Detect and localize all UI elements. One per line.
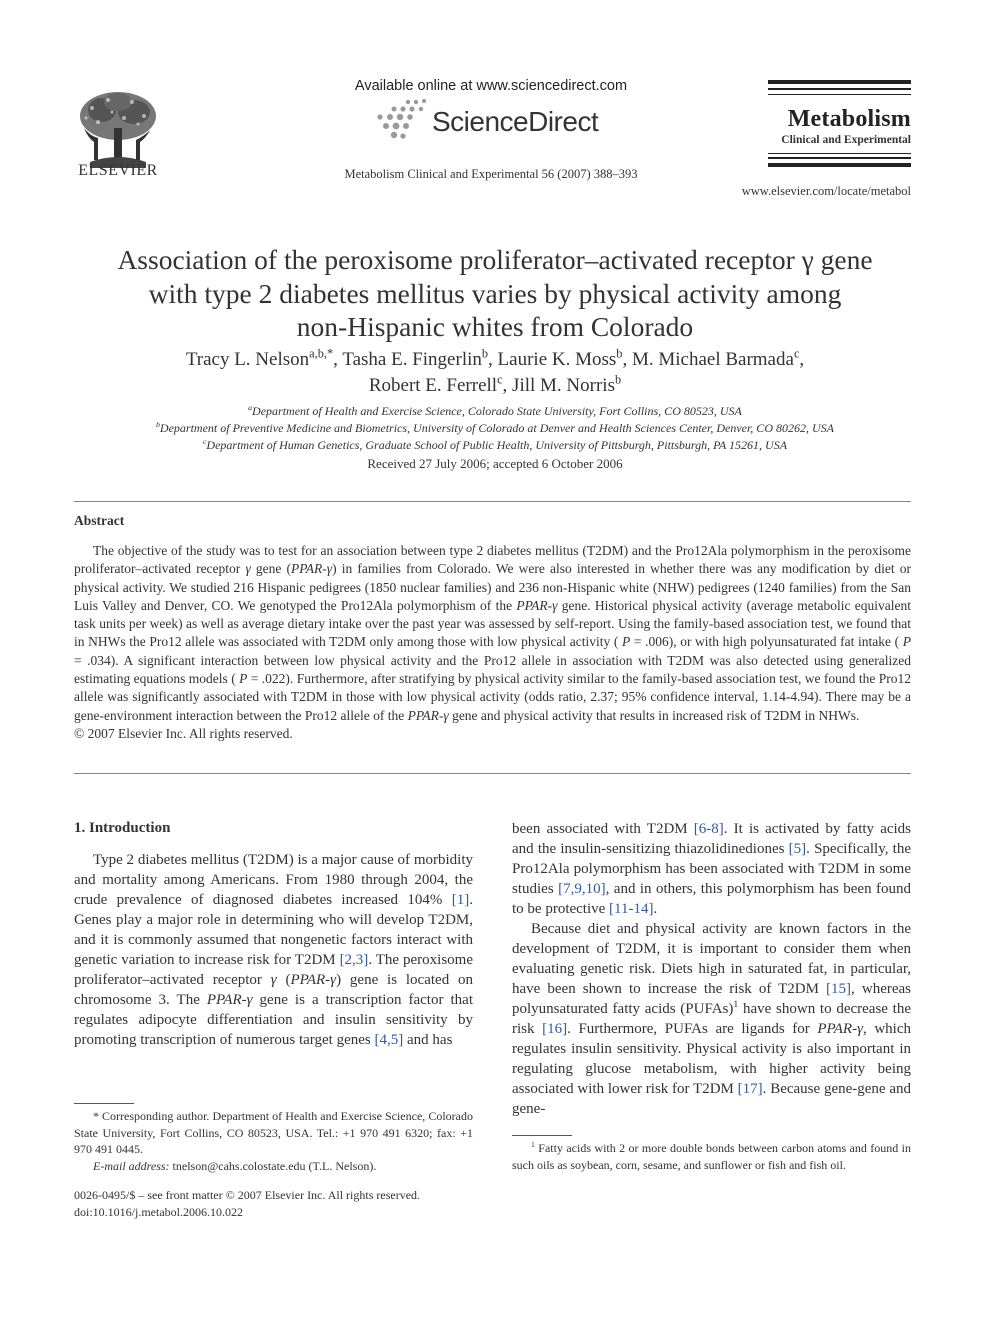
publisher-name: ELSEVIER: [78, 162, 158, 179]
text-run: = .034). A significant interaction between low physical activity and the Pro12 allele in association with T2DM was also detected using generalized estimating equations models (: [74, 652, 911, 687]
affiliation: $^c$Department of Human Genetics, Graduate School of Public Health, University of Pittsburgh, Pittsburgh, PA 15261, USA: [202, 437, 788, 452]
author-line: Tracy L. Nelson$^{a,b,*}$, Tasha E. Fingerlin$^b$, Laurie K. Moss$^b$, M. Michael Barmada$^c$,: [185, 346, 805, 370]
text-run: Because diet and physical activity are known factors in the development of T2DM, it is important to consider them when evaluating genetic risk. Diets high in saturated fat, in particular, have been shown to increase the risk of T2DM: [512, 921, 911, 997]
sciencedirect-dots-icon: [372, 98, 432, 142]
text-run: The objective of the study was to test for an association between type 2 diabetes mellitus (T2DM) and the Pro12Ala polymorphism in the peroxisome proliferator–activated receptor: [74, 543, 911, 577]
title-line: non-Hispanic whites from Colorado: [296, 311, 694, 342]
text-run: P: [902, 634, 911, 650]
corresponding-author-footnote: [74, 1108, 473, 1158]
text-run: P: [239, 671, 248, 687]
text-run: * Corresponding author. Department of Health and Exercise Science, Colorado State University, Fort Collins, CO 80523, USA. Tel.: +1 970 491 6320; fax: +1 970 491 0445.: [74, 1109, 473, 1156]
text-run: ) in families from Colorado. We were also interested in whether there was any modification by diet or physical activity. We studied 216 Hispanic pedigrees (1850 nuclear families) and 236 non-Hispanic white (NHW) pedigrees (1240 families) from the San Luis Valley and Denver, CO. We genotyped the Pro12Ala polymorphism of the: [74, 561, 912, 613]
journal-rule: [768, 88, 911, 90]
text-run: have shown to decrease the risk: [512, 1001, 911, 1037]
abstract-body: [74, 542, 911, 743]
received-dates: Received 27 July 2006; accepted 6 October 2006: [367, 456, 623, 471]
abstract-text: [74, 543, 911, 723]
title-line: Association of the peroxisome proliferator–activated receptor γ gene: [117, 244, 873, 275]
journal-rule: [768, 94, 911, 95]
citation-link[interactable]: [11-14]: [609, 901, 654, 917]
text-run: . Specifically, the Pro12Ala polymorphism has been associated with T2DM in some studies: [512, 841, 911, 897]
citation-link[interactable]: [6-8]: [693, 821, 724, 837]
footnote-mark: 1: [531, 1140, 535, 1149]
journal-name: Metabolism: [787, 106, 911, 132]
text-run: and has: [403, 1032, 453, 1048]
abstract-heading: Abstract: [74, 513, 125, 528]
journal-url-link[interactable]: www.elsevier.com/locate/metabol: [741, 184, 911, 198]
text-run: , whereas polyunsaturated fatty acids (PUFAs): [512, 981, 911, 1017]
text-run: PPAR-γ: [516, 597, 558, 613]
citation-link[interactable]: [2,3]: [339, 952, 369, 968]
citation-link[interactable]: [1]: [451, 892, 470, 908]
author-name[interactable]: Jill M. Norris: [512, 375, 615, 396]
journal-rule: [768, 157, 911, 159]
citation-link[interactable]: [15]: [826, 981, 852, 997]
text-run: , which regulates insulin sensitivity. Physical activity is also important in regulating glucose metabolism, with higher activity being associated with lower risk for T2DM: [512, 1021, 912, 1097]
text-run: , and in others, this polymorphism has been found to be protective: [512, 881, 912, 917]
footnote-rule: [512, 1135, 572, 1136]
abstract-bottom-rule: [74, 773, 911, 774]
journal-rule: [768, 80, 911, 84]
text-run: Type 2 diabetes mellitus (T2DM) is a major cause of morbidity and mortality among Americans. From 1980 through 2004, the crude prevalence of diagnosed diabetes increased 104%: [74, 852, 473, 908]
text-run: PPAR-γ: [407, 707, 449, 723]
text-run: . The peroxisome proliferator–activated receptor: [74, 952, 473, 988]
text-run: . It is activated by fatty acids and the insulin-sensitizing thiazolidinediones: [512, 821, 912, 857]
journal-rule: [768, 153, 911, 154]
journal-subtitle: Clinical and Experimental: [781, 134, 911, 146]
text-run: gene. Historical physical activity (average metabolic equivalent task units per week) as well as average dietary intake over the past year was assessed by self-report. Using the family-based association test, we found that in NHWs the Pro12 allele was associated with T2DM only among those with low physical activity (: [74, 597, 911, 650]
text-run: . Genes play a major role in determining who will develop T2DM, and it is commonly assumed that nongenetic factors interact with genetic variation to increase risk for T2DM: [74, 892, 473, 968]
author-affil-mark: b: [481, 346, 489, 361]
citation-link[interactable]: [17]: [737, 1081, 763, 1097]
intro-paragraph-1-cont: [512, 819, 911, 919]
citation-link[interactable]: [7,9,10]: [558, 881, 606, 897]
text-run: been associated with T2DM: [512, 821, 694, 837]
author-affil-mark: b: [616, 346, 623, 361]
affiliation: $^a$Department of Health and Exercise Science, Colorado State University, Fort Collins, CO 80523, USA: [248, 403, 742, 418]
text-run: PPAR-γ: [817, 1021, 863, 1037]
text-run: .: [653, 901, 658, 917]
footnote-rule: [74, 1103, 134, 1104]
footnote-mark: 1: [733, 999, 739, 1010]
text-run: gene and physical activity that results in increased risk of T2DM in NHWs.: [448, 707, 860, 723]
text-run: PPAR-γ: [291, 561, 333, 577]
text-run: γ: [270, 972, 277, 988]
author-name[interactable]: Tasha E. Fingerlin: [342, 349, 482, 370]
author-affil-mark: c: [497, 372, 503, 387]
article-title: [80, 243, 910, 344]
citation-link[interactable]: [16]: [542, 1021, 568, 1037]
text-run: . Because gene-gene and gene-: [512, 1081, 912, 1117]
email-link[interactable]: tnelson@cahs.colostate.edu (T.L. Nelson).: [169, 1159, 377, 1173]
affiliations: [60, 403, 930, 454]
text-run: PPAR-γ: [206, 992, 253, 1008]
abstract-copyright: © 2007 Elsevier Inc. All rights reserved.: [74, 725, 293, 741]
citation-link[interactable]: [5]: [788, 841, 807, 857]
author-affil-mark: a,b,*: [309, 346, 334, 361]
text-run: (: [276, 972, 291, 988]
author-name[interactable]: Tracy L. Nelson: [185, 349, 310, 370]
intro-paragraph-2: [512, 919, 911, 1119]
author-name[interactable]: Robert E. Ferrell: [368, 375, 498, 396]
author-list: [80, 347, 910, 399]
doi-link[interactable]: doi:10.1016/j.metabol.2006.10.022: [74, 1204, 243, 1219]
affiliation: $^b$Department of Preventive Medicine and Biometrics, University of Colorado at Denver and Health Sciences Center, Denver, CO 80262, USA: [156, 420, 834, 435]
text-run: γ: [245, 561, 251, 577]
available-online-text[interactable]: Available online at www.sciencedirect.com: [354, 78, 628, 94]
author-name[interactable]: M. Michael Barmada: [631, 349, 794, 370]
section-heading-introduction: 1. Introduction: [74, 820, 171, 836]
text-run: . Furthermore, PUFAs are ligands for: [567, 1021, 818, 1037]
author-line: Robert E. Ferrell$^c$, Jill M. Norris$^b$: [368, 372, 622, 396]
issn-line: 0026-0495/$ – see front matter © 2007 Elsevier Inc. All rights reserved.: [74, 1188, 421, 1202]
title-line: with type 2 diabetes mellitus varies by physical activity among: [148, 277, 842, 309]
author-affil-mark: b: [614, 372, 622, 387]
text-run: Fatty acids with 2 or more double bonds between carbon atoms and found in such oils as soybean, corn, sesame, and sunflower or fish and fish oil.: [512, 1141, 911, 1172]
abstract-top-rule: [74, 501, 911, 502]
sciencedirect-wordmark: ScienceDirect: [432, 106, 599, 137]
text-run: ) gene is located on chromosome 3. The: [74, 972, 474, 1008]
text-run: gene is a transcription factor that regulates adipocyte differentiation and insulin sensitivity by promoting transcription of numerous target genes: [74, 992, 473, 1048]
author-affil-mark: c: [793, 346, 800, 361]
text-run: = .006), or with high polyunsaturated fat intake (: [630, 634, 903, 650]
text-run: P: [621, 634, 631, 650]
journal-rule: [768, 163, 911, 167]
text-run: gene (: [250, 561, 292, 577]
text-run: PPAR-γ: [290, 972, 337, 988]
front-matter: [74, 1187, 494, 1220]
author-name[interactable]: Laurie K. Moss: [497, 349, 617, 370]
email-footnote: E-mail address: tnelson@cahs.colostate.edu (T.L. Nelson).: [93, 1159, 377, 1173]
intro-paragraph-1: [74, 850, 473, 1050]
text-run: = .022). Furthermore, after stratifying by physical activity similar to the family-based association test, we found the Pro12 allele was significantly associated with T2DM in those with low physical activity (odds ratio, 2.37; 95% confidence interval, 1.14-4.94). There may be a gene-environment interaction between the Pro12 allele of the: [74, 671, 911, 723]
journal-citation: Metabolism Clinical and Experimental 56 (2007) 388–393: [344, 167, 638, 181]
fatty-acids-footnote: [512, 1140, 911, 1173]
citation-link[interactable]: [4,5]: [374, 1032, 404, 1048]
